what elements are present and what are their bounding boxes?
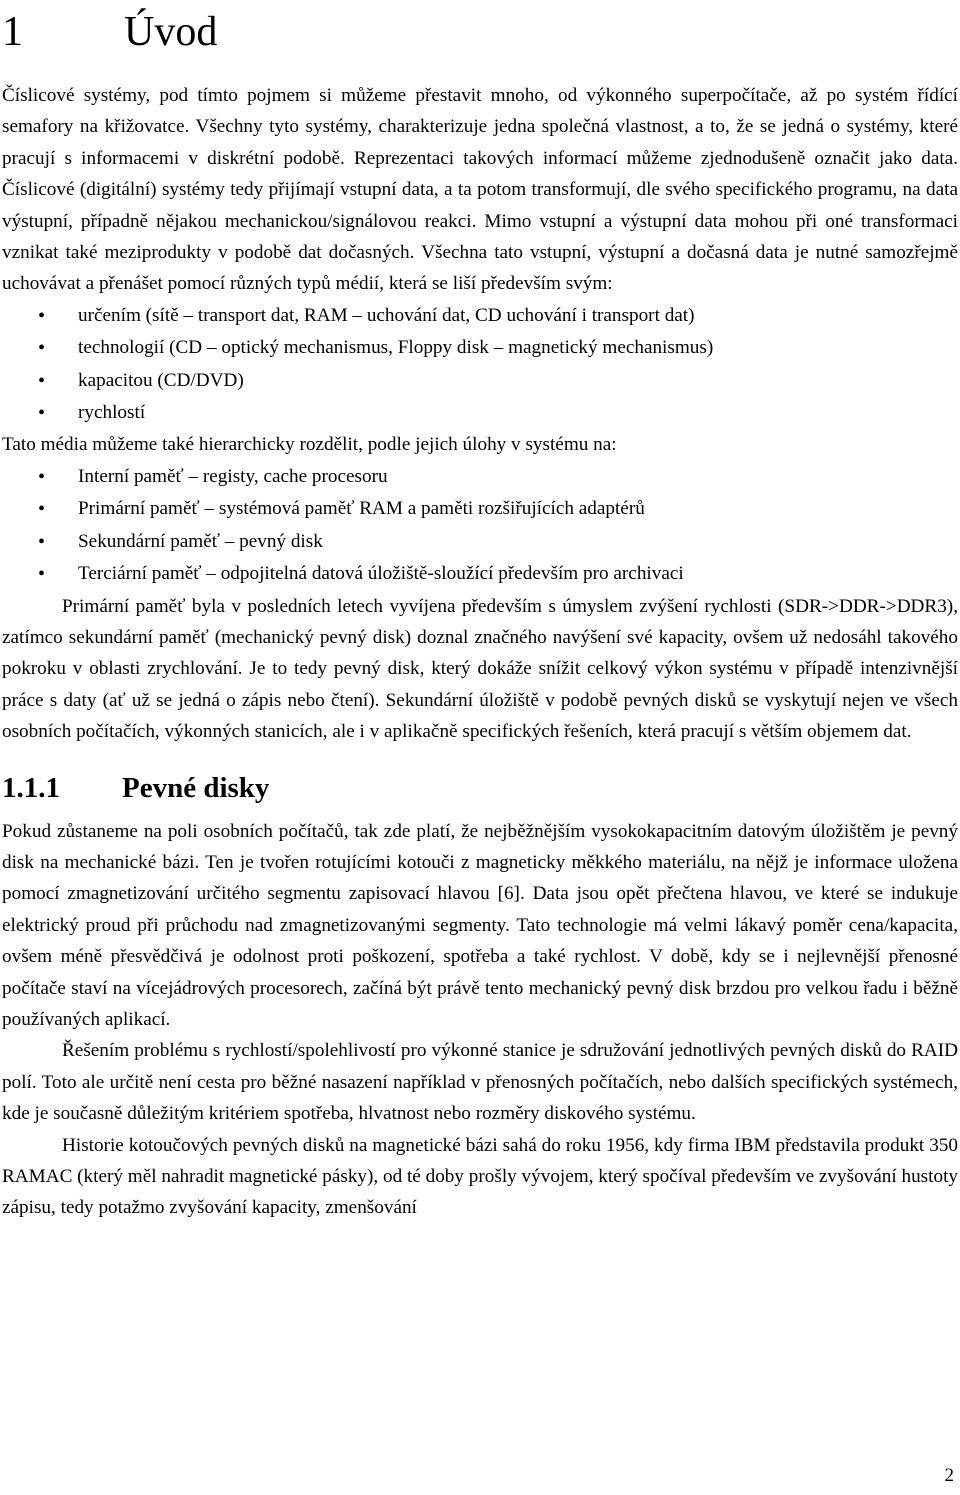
list-item: • Terciární paměť – odpojitelná datová úložiště-sloužící především pro archivaci	[2, 558, 958, 590]
intro-paragraph: Číslicové systémy, pod tímto pojmem si můžeme přestavit mnoho, od výkonného superpočítače, až po systém řídící semafory na křižovatce. Všechny tyto systémy, charakterizuje jedna společná vlastnost, a to, že se jedná o systémy, které pracují s informacemi v diskrétní podobě. Reprezentaci takových informací můžeme zjednodušeně označit jako data. Číslicové (digitální) systémy tedy přijímají vstupní data, a ta potom transformují, dle svého specifického programu, na data výstupní, případně nějakou mechanickou/signálovou reakci. Mimo vstupní a výstupní data mohou při oné transformaci vznikat také meziprodukty v podobě dat dočasných. Všechna tato vstupní, výstupní a dočasná data je nutné samozřejmě uchovávat a přenášet pomocí různých typů médií, která se liší především svým:	[2, 85, 958, 295]
list-item: • Interní paměť – registy, cache procesoru	[2, 461, 958, 493]
list-item: • kapacitou (CD/DVD)	[2, 365, 958, 397]
list-item: • rychlostí	[2, 397, 958, 429]
section-heading	[2, 770, 958, 806]
list-item: • technologií (CD – optický mechanismus, Floppy disk – magnetický mechanismus)	[2, 332, 958, 364]
list-item: • Sekundární paměť – pevný disk	[2, 526, 958, 558]
page-number: 2	[944, 1465, 954, 1486]
section-number: 1.1.1	[2, 771, 60, 804]
hierarchy-intro: Tato média můžeme také hierarchicky rozdělit, podle jejich úlohy v systému na:	[2, 434, 617, 456]
primary-memory-paragraph: Primární paměť byla v posledních letech vyvíjena především s úmyslem zvýšení rychlosti (SDR->DDR->DDR3), zatímco sekundární paměť (mechanický pevný disk) doznal značného navýšení své kapacity, ovšem už nedosáhl takového pokroku v oblasti zrychlování. Je to tedy pevný disk, který dokáže snížit celkový výkon systému v případě intenzivnější práce s daty (ať už se jedná o zápis nebo čtení). Sekundární úložiště v podobě pevných disků se vyskytují nejen ve všech osobních počítačích, výkonných stanicích, ale i v aplikačně specifických řešeních, která pracují s větším objemem dat.	[2, 595, 958, 743]
memory-hierarchy-list	[2, 461, 958, 591]
chapter-number: 1	[2, 9, 23, 55]
section-paragraph: Řešením problému s rychlostí/spolehlivostí pro výkonné stanice je sdružování jednotlivých pevných disků do RAID polí. Toto ale určitě není cesta pro běžné nasazení například v přenosných počítačích, nebo dalších specifických systémech, kde je současně důležitým kritériem spotřeba, hlvatnost nebo rozměry diskového systému.	[2, 1040, 958, 1125]
page-body	[2, 80, 958, 1224]
section-title: Pevné disky	[122, 771, 270, 804]
list-item: • určením (sítě – transport dat, RAM – uchování dat, CD uchování i transport dat)	[2, 300, 958, 332]
chapter-heading	[2, 6, 217, 58]
list-item: • Primární paměť – systémová paměť RAM a paměti rozšiřujících adaptérů	[2, 493, 958, 525]
section-paragraph: Historie kotoučových pevných disků na magnetické bázi sahá do roku 1956, kdy firma IBM představila produkt 350 RAMAC (který měl nahradit magnetické pásky), od té doby prošly vývojem, který spočíval především ve zvyšování hustoty zápisu, tedy potažmo zvyšování kapacity, zmenšování	[2, 1134, 958, 1219]
chapter-title: Úvod	[124, 9, 218, 55]
media-properties-list	[2, 300, 958, 430]
section-paragraph: Pokud zůstaneme na poli osobních počítačů, tak zde platí, že nejběžnějším vysokokapacitním datovým úložištěm je pevný disk na mechanické bázi. Ten je tvořen rotujícími kotouči z magneticky měkkého materiálu, na nějž je informace uložena pomocí zmagnetizování určitého segmentu zapisovací hlavou [6]. Data jsou opět přečtena hlavou, ve které se indukuje elektrický proud při průchodu nad zmagnetizovanými segmenty. Tato technologie má velmi lákavý poměr cena/kapacita, ovšem méně přesvědčivá je odolnost proti poškození, spotřeba a také rychlost. V době, kdy se i nejlevnější přenosné počítače staví na vícejádrových procesorech, začíná být právě tento mechanický pevný disk brzdou pro velkou řadu i běžně používaných aplikací.	[2, 820, 958, 1030]
